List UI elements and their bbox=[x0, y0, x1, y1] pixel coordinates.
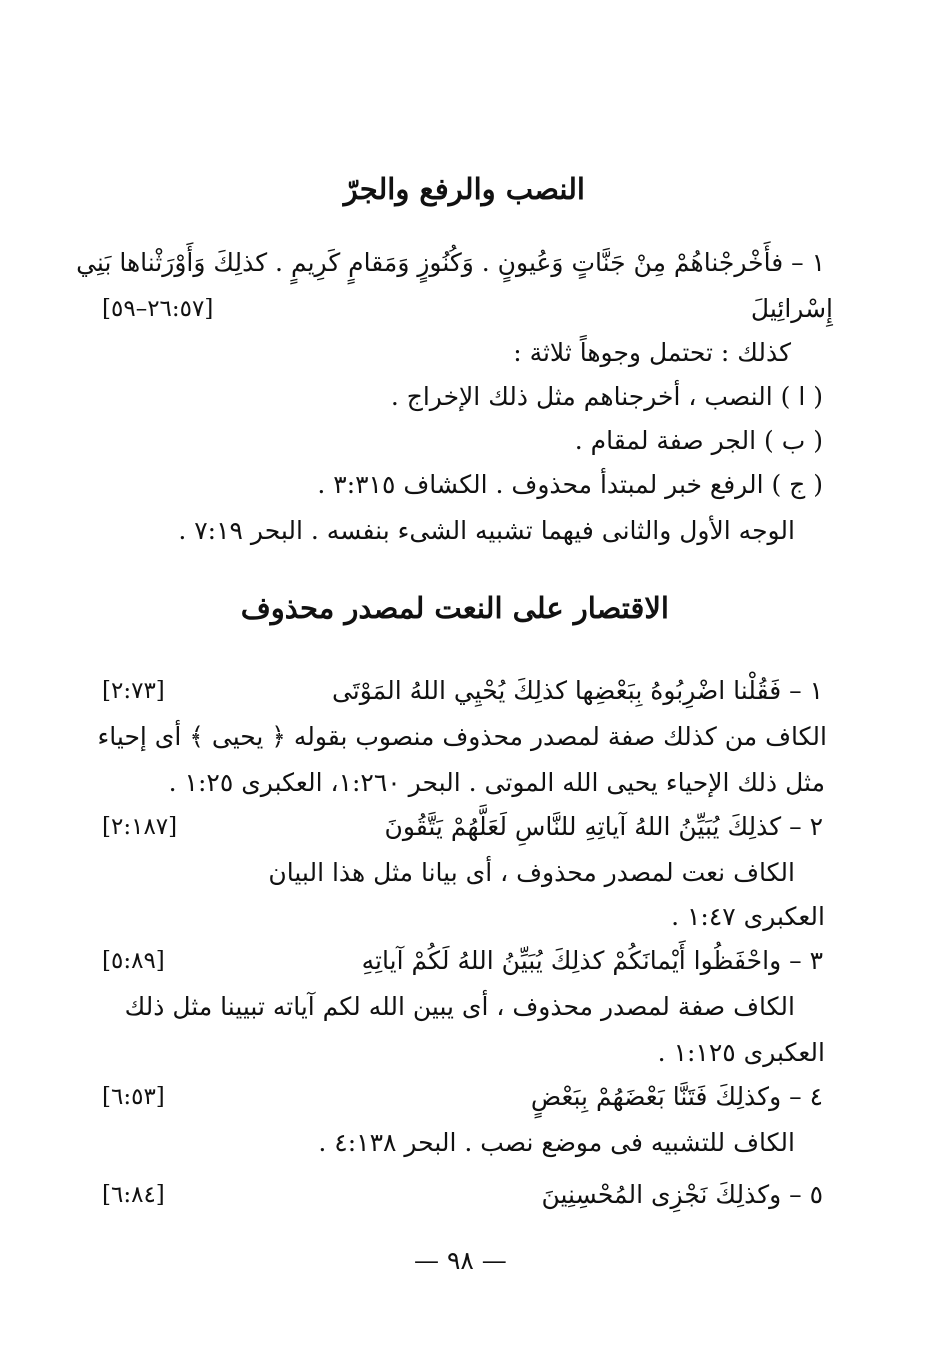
commentary-line: الوجه الأول والثانى فيهما تشبيه الشىء بنفسه . البحر ٧:١٩ . bbox=[178, 516, 795, 545]
section-title-1: النصب والرفع والجرّ bbox=[343, 172, 585, 206]
commentary-line: ( ب ) الجر صفة لمقام . bbox=[574, 426, 823, 455]
verse-reference: [٦:٥٣] bbox=[102, 1084, 165, 1110]
verse-line: ٥ – وكذلِكَ نَجْزِى المُحْسِنِينَ bbox=[541, 1180, 823, 1209]
commentary-line: كذلك : تحتمل وجوهاً ثلاثة : bbox=[513, 338, 791, 367]
commentary-line: الكاف صفة لمصدر محذوف ، أى يبين الله لكم آياته تبيينا مثل ذلك bbox=[124, 992, 795, 1021]
commentary-line: العكبرى ١:١٢٥ . bbox=[657, 1038, 825, 1067]
commentary-line: ( ج ) الرفع خبر لمبتدأ محذوف . الكشاف ٣:٣١٥ . bbox=[317, 470, 823, 499]
commentary-line: العكبرى ١:٤٧ . bbox=[671, 902, 825, 931]
commentary-line: الكاف نعت لمصدر محذوف ، أى بيانا مثل هذا البيان bbox=[268, 858, 795, 887]
verse-reference: [٥:٨٩] bbox=[102, 948, 165, 974]
verse-reference: [٢:٧٣] bbox=[102, 678, 165, 704]
commentary-line: ( ا ) النصب ، أخرجناهم مثل ذلك الإخراج . bbox=[390, 382, 823, 411]
commentary-line: الكاف من كذلك صفة لمصدر محذوف منصوب بقوله ﴿ يحيى ﴾ أى إحياء bbox=[97, 722, 827, 751]
verse-line: ١ – فأَخْرجْناهُمْ مِنْ جَنَّاتٍ وَعُيونٍ . وَكُنُوزٍ وَمَقامٍ كَرِيمٍ . كذلِكَ وَأَوْرَثْناها بَنِي bbox=[76, 248, 825, 277]
verse-line: ٤ – وكذلِكَ فَتَنَّا بَعْضَهُمْ بِبَعْضٍ bbox=[530, 1082, 823, 1111]
verse-line: ٢ – كذلِكَ يُبَيِّنُ اللهُ آياتِهِ للنَّاسِ لَعَلَّهُمْ يَتَّقُونَ bbox=[384, 812, 823, 841]
verse-reference: [٢:١٨٧] bbox=[102, 814, 178, 840]
page-number: — ٩٨ — bbox=[414, 1246, 507, 1275]
verse-reference: [٦:٨٤] bbox=[102, 1182, 165, 1208]
commentary-line: الكاف للتشبيه فى موضع نصب . البحر ٤:١٣٨ . bbox=[318, 1128, 795, 1157]
commentary-line: مثل ذلك الإحياء يحيى الله الموتى . البحر ١:٢٦٠، العكبرى ١:٢٥ . bbox=[168, 768, 825, 797]
verse-line: ١ – فَقُلْنا اضْرِبُوهُ بِبَعْضِها كذلِكَ يُحْيِي اللهُ المَوْتَى bbox=[331, 676, 823, 705]
verse-line: ٣ – واحْفَظُوا أَيْمانَكُمْ كذلِكَ يُبَيِّنُ اللهُ لَكُمْ آياتِهِ bbox=[361, 946, 823, 975]
verse-line: إِسْرائِيلَ bbox=[750, 294, 833, 323]
verse-reference: [٢٦:٥٧–٥٩] bbox=[102, 296, 214, 322]
section-title-2: الاقتصار على النعت لمصدر محذوف bbox=[240, 591, 669, 625]
